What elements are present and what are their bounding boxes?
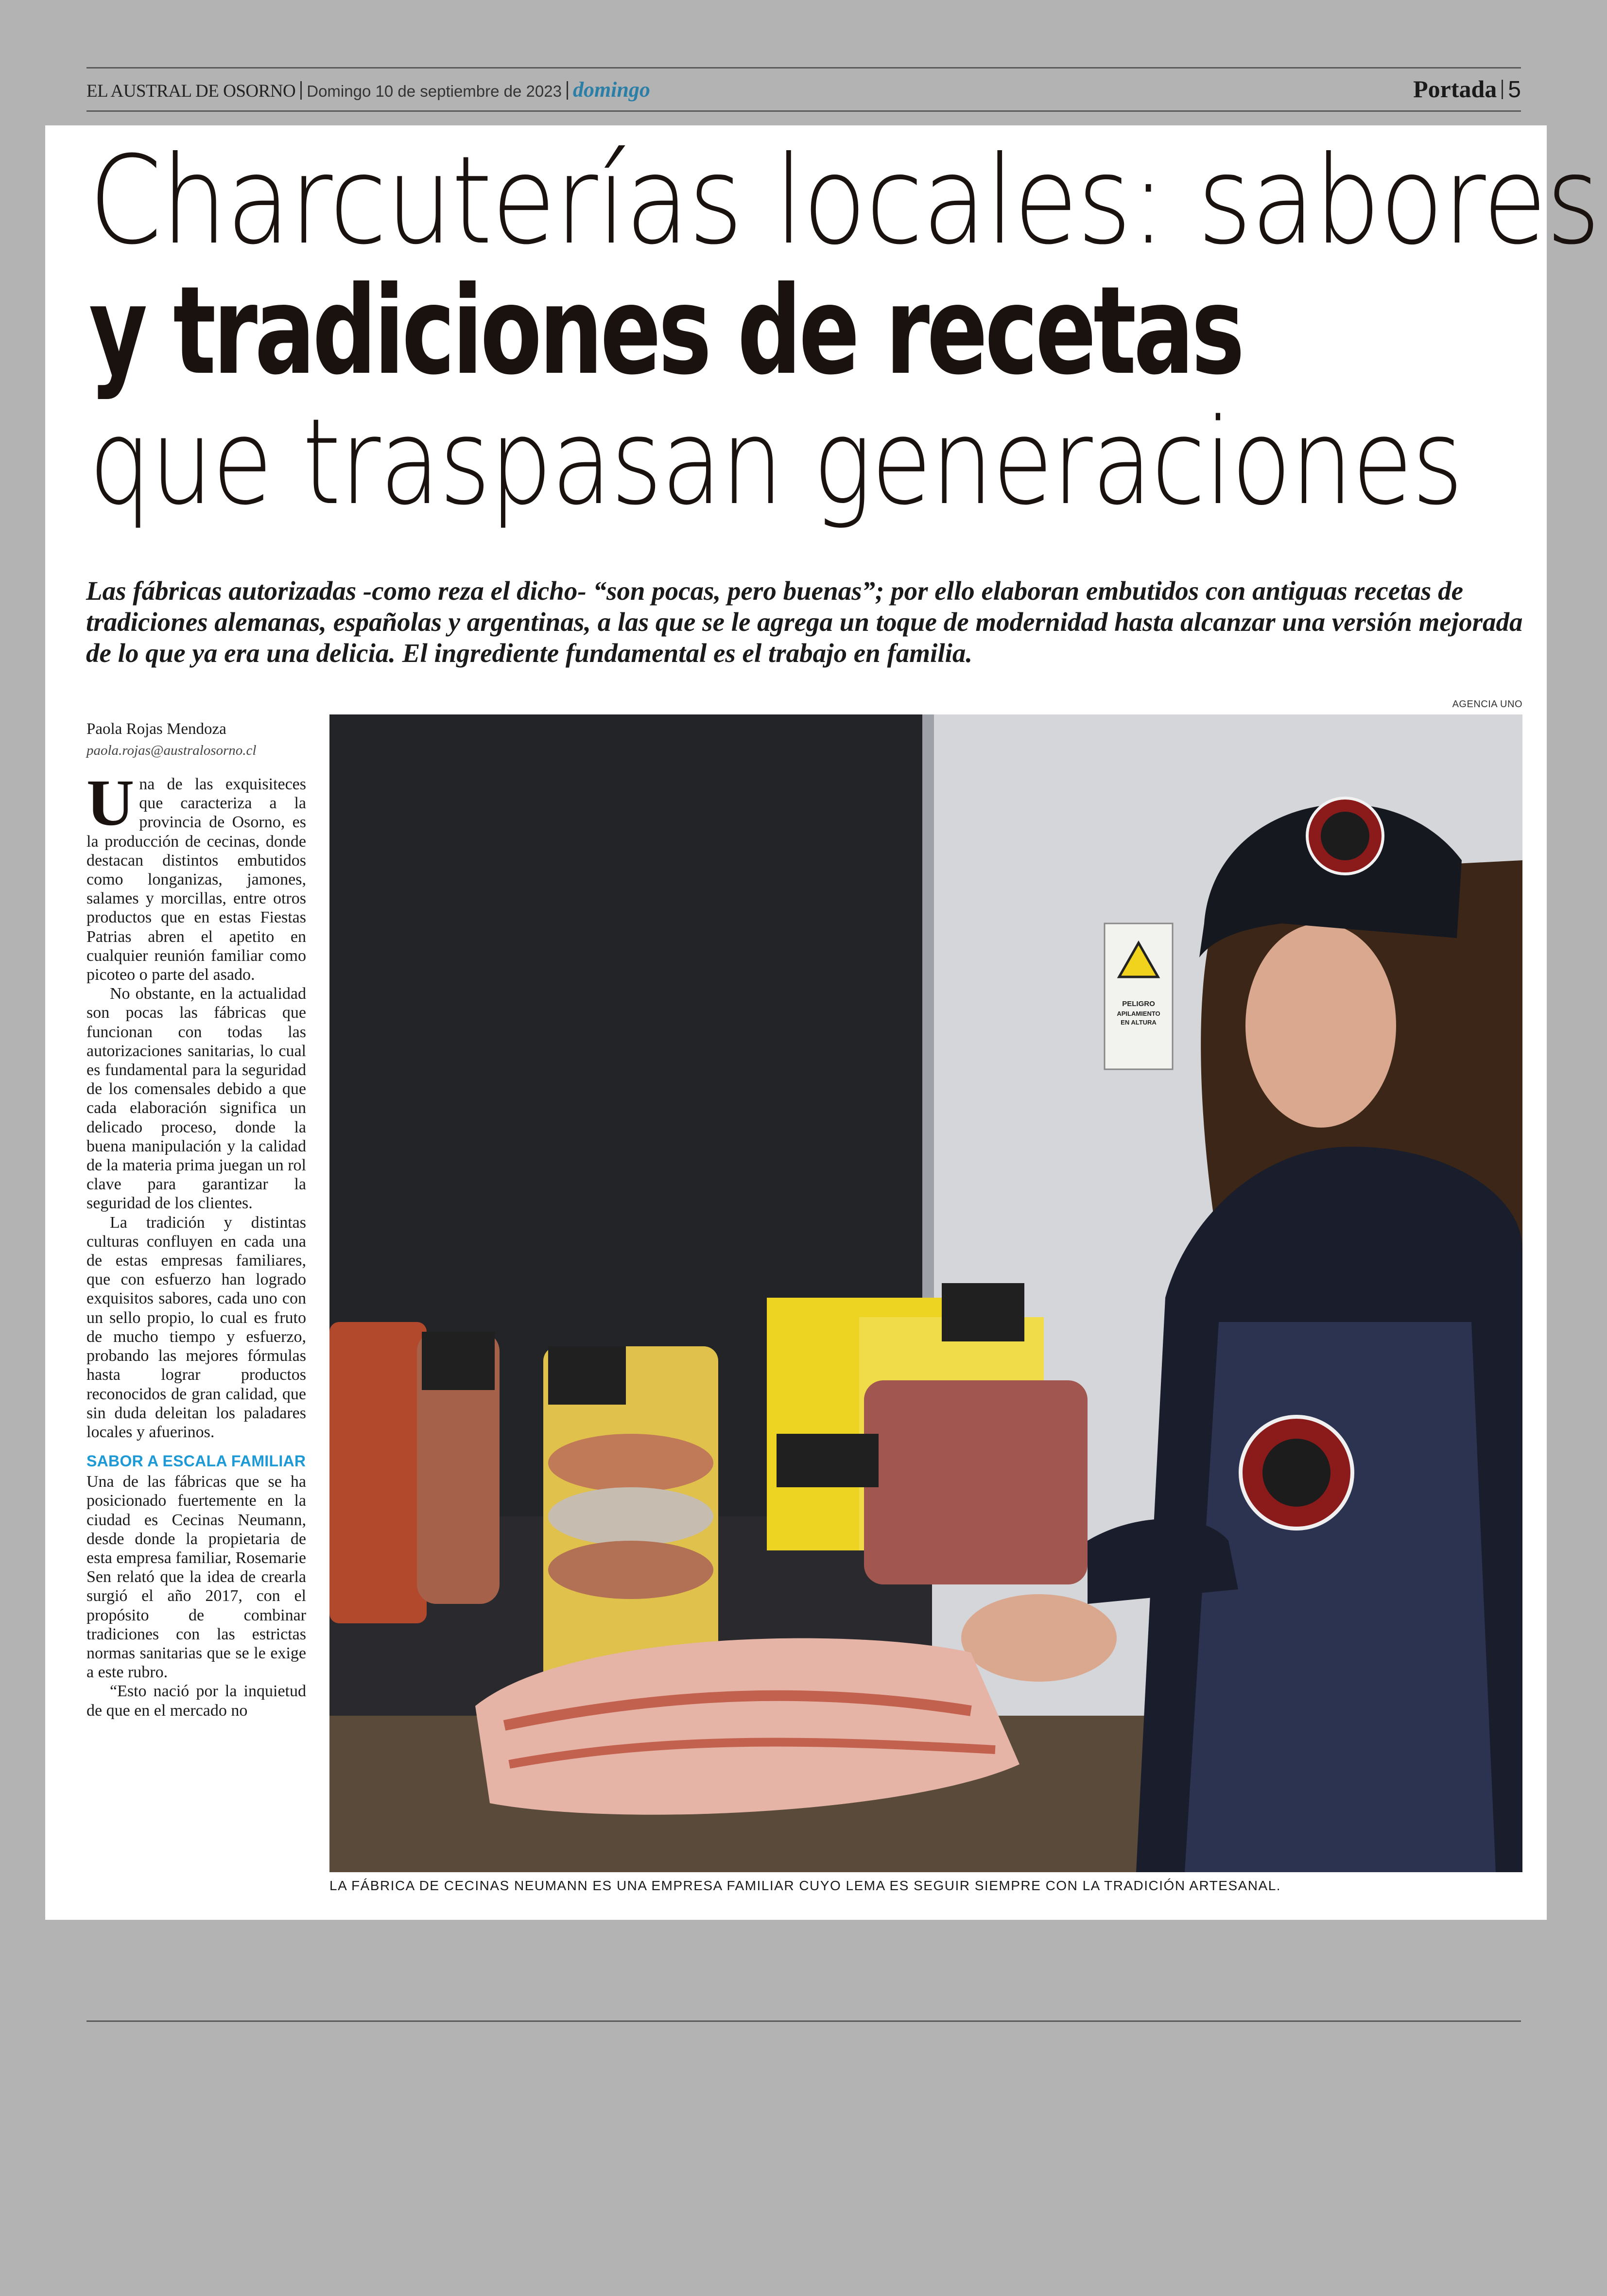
headline-line-2: y tradiciones de recetas xyxy=(89,260,1242,401)
header-separator xyxy=(1502,80,1503,99)
header-separator xyxy=(300,81,302,100)
drop-cap: U xyxy=(86,766,135,839)
body-paragraph: “Esto nació por la inquietud de que en el mercado no xyxy=(86,1682,306,1720)
sign-text: APILAMIENTO xyxy=(1117,1010,1160,1017)
header-separator xyxy=(567,81,568,100)
headline xyxy=(89,130,1600,531)
byline-email: paola.rojas@australosorno.cl xyxy=(86,743,257,758)
photo-caption: LA FÁBRICA DE CECINAS NEUMANN ES UNA EMPRESA FAMILIAR CUYO LEMA ES SEGUIR SIEMPRE CON LA TRADICIÓN ARTESANAL. xyxy=(329,1878,1281,1893)
publication-date: Domingo 10 de septiembre de 2023 xyxy=(307,82,562,100)
article-photo xyxy=(329,714,1522,1872)
newspaper-name: EL AUSTRAL DE OSORNO xyxy=(86,81,296,101)
bottom-rule xyxy=(86,2020,1521,2022)
warning-sign xyxy=(1105,923,1173,1069)
section-page-label xyxy=(1413,73,1521,105)
sign-text: PELIGRO xyxy=(1122,1000,1155,1008)
paragraph-text: na de las exquisiteces que caracteriza a la provincia de Osorno, es la producción de cecinas, donde destacan distintos embutidos como longanizas, jamones, salames y morcillas, entre otros productos que en estas Fiestas Patrias abren el apetito en cualquier reunión familiar como picoteo o parte del asado. xyxy=(86,775,306,984)
byline-author: Paola Rojas Mendoza xyxy=(86,720,226,738)
sign-text: EN ALTURA xyxy=(1121,1019,1157,1026)
body-paragraph xyxy=(86,766,306,984)
photo-illustration xyxy=(329,714,1522,1872)
photo-credit: AGENCIA UNO xyxy=(1452,699,1522,710)
masthead-line xyxy=(86,75,650,106)
article-body xyxy=(86,766,306,1720)
article-column xyxy=(86,718,306,1720)
article-card xyxy=(45,125,1600,1920)
edition-label: domingo xyxy=(572,78,650,102)
lead-paragraph: Las fábricas autorizadas -como reza el dicho- “son pocas, pero buenas”; por ello elaboran embutidos con antiguas recetas de tradiciones alemanas, españolas y argentinas, a las que se le agrega un toque de modernidad hasta alcanzar una versión mejorada de lo que ya era una delicia. El ingrediente fundamental es el trabajo en familia. xyxy=(86,576,1523,668)
body-paragraph: Una de las fábricas que se ha posicionado fuertemente en la ciudad es Cecinas Neumann, desde donde la propietaria de esta empresa familiar, Rosemarie Sen relató que la idea de crearla surgió el año 2017, con el propósito de combinar tradiciones con las estrictas normas sanitarias que se le exige a este rubro. xyxy=(86,1473,306,1682)
page-number: 5 xyxy=(1508,77,1521,103)
body-paragraph: La tradición y distintas culturas confluyen en cada una de estas empresas familiares, que con esfuerzo han logrado exquisitos sabores, cada uno con un sello propio, lo cual es fruto de mucho tiempo y esfuerzo, probando las mejores fórmulas hasta lograr productos reconocidos de gran calidad, que sin duda deleitan los paladares locales y afuerinos. xyxy=(86,1213,306,1441)
section-subhead: SABOR A ESCALA FAMILIAR xyxy=(86,1452,306,1470)
headline-line-3: que traspasan generaciones xyxy=(89,393,1463,531)
section-name: Portada xyxy=(1413,75,1497,103)
running-header xyxy=(86,67,1521,112)
body-paragraph: No obstante, en la actualidad son pocas las fábricas que funcionan con todas las autorizaciones sanitarias, lo cual es fundamental para la seguridad de los comensales debido a que cada elaboración significa un delicado proceso, donde la buena manipulación y la calidad de la materia prima juegan un rol clave para garantizar la seguridad de los clientes. xyxy=(86,985,306,1213)
headline-line-1: Charcuterías locales: sabores xyxy=(89,130,1600,271)
